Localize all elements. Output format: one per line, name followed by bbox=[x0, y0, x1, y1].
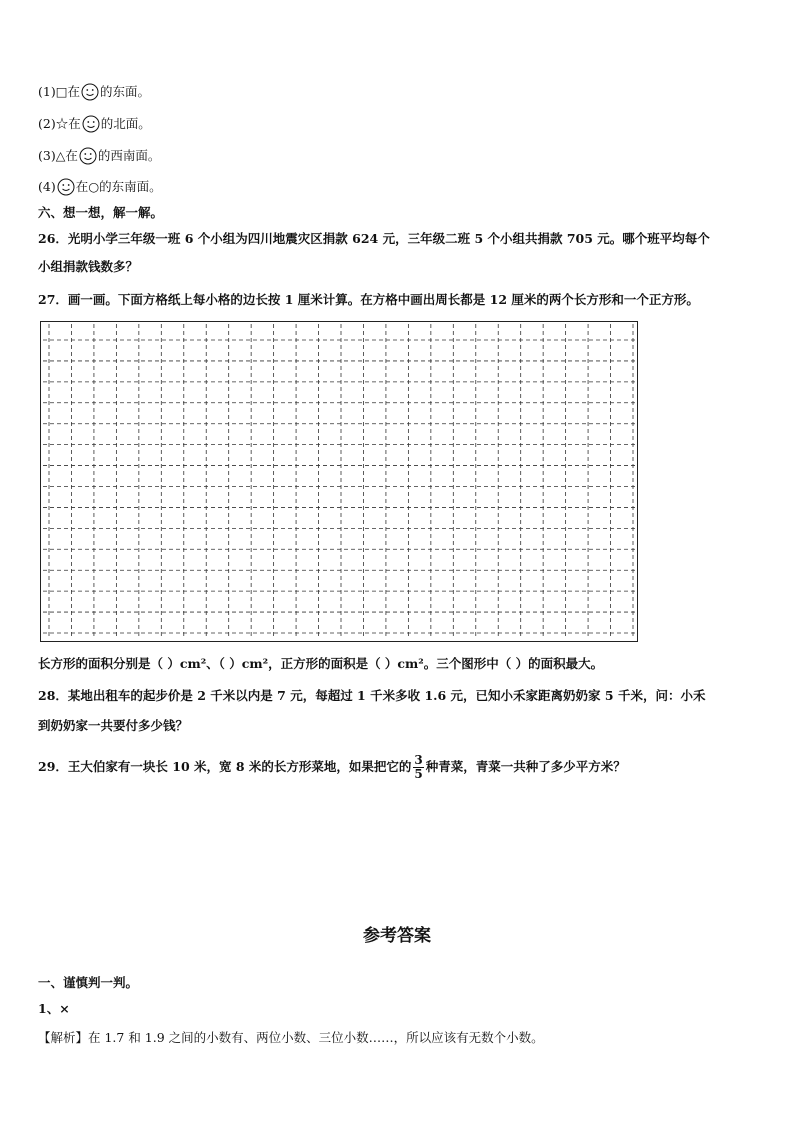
q2-prefix: (2)☆在 bbox=[38, 116, 81, 131]
square-grid-paper[interactable] bbox=[40, 321, 638, 642]
q1-suffix: 的东面。 bbox=[100, 84, 151, 99]
answers-section-1: 一、谨慎判一判。 bbox=[38, 975, 139, 990]
q29-suffix: 种青菜，青菜一共种了多少平方米？ bbox=[425, 759, 626, 774]
fraction-numerator: 3 bbox=[414, 753, 423, 767]
q2-suffix: 的北面。 bbox=[100, 116, 151, 131]
q1-prefix: (1)□在 bbox=[38, 84, 81, 99]
q28-line-2: 到奶奶家一共要付多少钱？ bbox=[38, 718, 189, 733]
answers-title: 参考答案 bbox=[363, 926, 431, 946]
q29-text bbox=[38, 752, 626, 782]
q4-prefix: (4) bbox=[38, 179, 56, 194]
smiley-face-icon bbox=[82, 115, 100, 133]
q26-line-1: 26．光明小学三年级一班 6 个小组为四川地震灾区捐款 624 元，三年级二班 5 个小组共捐款 705 元。哪个班平均每个 bbox=[38, 231, 710, 246]
q4-suffix: 在○的东南面。 bbox=[75, 179, 162, 194]
direction-question-4 bbox=[38, 178, 162, 196]
q27-text: 27．画一画。下面方格纸上每小格的边长按 1 厘米计算。在方格中画出周长都是 12 厘米的两个长方形和一个正方形。 bbox=[38, 292, 699, 307]
smiley-face-icon bbox=[79, 147, 97, 165]
direction-question-2 bbox=[38, 115, 151, 133]
fraction bbox=[413, 754, 423, 781]
q28-line-1: 28．某地出租车的起步价是 2 千米以内是 7 元，每超过 1 千米多收 1.6 元，已知小禾家距离奶奶家 5 千米，问：小禾 bbox=[38, 688, 706, 703]
smiley-face-icon bbox=[57, 178, 75, 196]
section-6-heading: 六、想一想，解一解。 bbox=[38, 205, 164, 220]
answers-analysis: 【解析】在 1.7 和 1.9 之间的小数有、两位小数、三位小数……，所以应该有无数个小数。 bbox=[38, 1030, 544, 1045]
q3-suffix: 的西南面。 bbox=[97, 148, 161, 163]
q27-answer-line: 长方形的面积分别是（ ）cm²、（ ）cm²，正方形的面积是（ ）cm²。三个图形中（ ）的面积最大。 bbox=[38, 656, 604, 671]
q26-line-2: 小组捐款钱数多？ bbox=[38, 259, 139, 274]
direction-question-1 bbox=[38, 83, 150, 101]
answers-item-1: 1、× bbox=[38, 1001, 70, 1016]
fraction-denominator: 5 bbox=[414, 767, 423, 781]
direction-question-3 bbox=[38, 147, 160, 165]
q3-prefix: (3)△在 bbox=[38, 148, 78, 163]
q29-prefix: 29．王大伯家有一块长 10 米，宽 8 米的长方形菜地，如果把它的 bbox=[38, 759, 412, 774]
grid-lines bbox=[41, 322, 637, 641]
smiley-face-icon bbox=[81, 83, 99, 101]
